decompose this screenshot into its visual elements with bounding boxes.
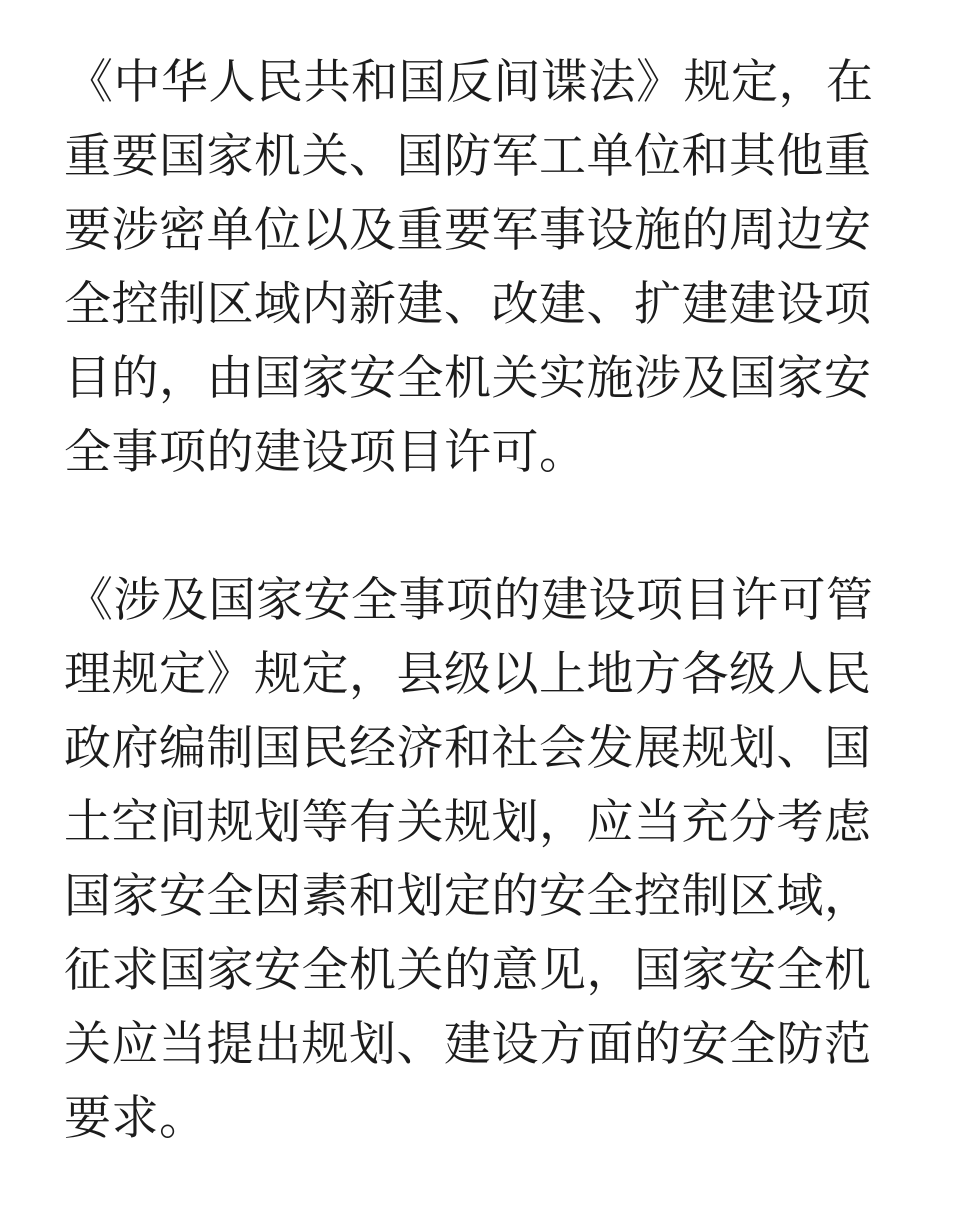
- text-line: 国家安全因素和划定的安全控制区域，: [64, 869, 872, 924]
- text-line: 《涉及国家安全事项的建设项目许可管: [66, 573, 874, 628]
- text-line: 政府编制国民经济和社会发展规划、国: [64, 721, 872, 776]
- text-line: 征求国家安全机关的意见，国家安全机: [64, 943, 872, 998]
- text-line: 重要国家机关、国防军工单位和其他重: [64, 129, 872, 184]
- text-line: 目的，由国家安全机关实施涉及国家安: [64, 351, 872, 406]
- text-line: 要涉密单位以及重要军事设施的周边安: [64, 203, 872, 258]
- text-line: 全事项的建设项目许可。: [64, 425, 587, 480]
- text-line: 《中华人民共和国反间谍法》规定，在: [66, 55, 874, 110]
- text-line: 土空间规划等有关规划，应当充分考虑: [64, 795, 872, 850]
- text-line: 全控制区域内新建、改建、扩建建设项: [64, 277, 872, 332]
- text-line: 要求。: [64, 1091, 207, 1146]
- text-line: 理规定》规定，县级以上地方各级人民: [64, 647, 872, 702]
- text-line: 关应当提出规划、建设方面的安全防范: [64, 1017, 872, 1072]
